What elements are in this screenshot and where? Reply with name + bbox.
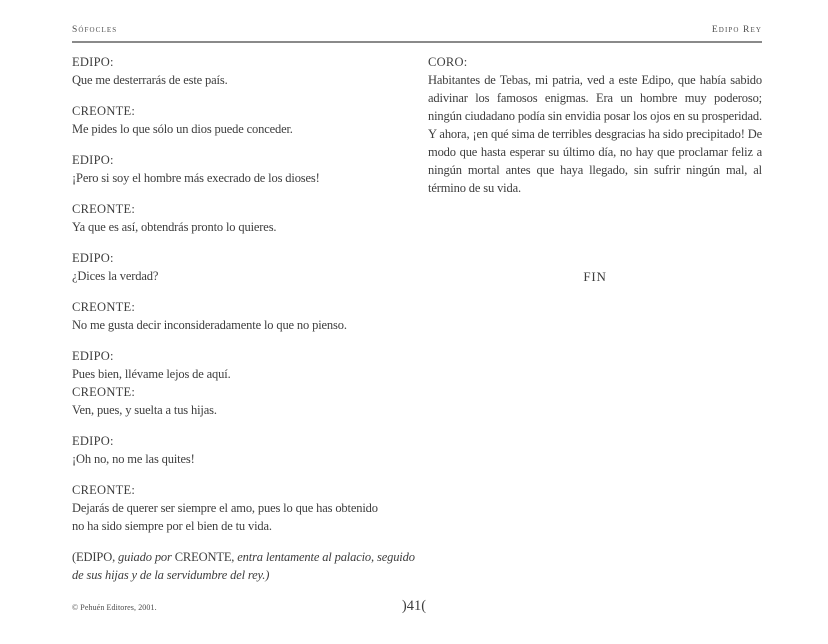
speech-line: Pues bien, llévame lejos de aquí. (72, 367, 231, 381)
speech-line: Que me desterrarás de este país. (72, 73, 228, 87)
speech-line: ¿Dices la verdad? (72, 269, 159, 283)
dialogue-column (72, 53, 420, 584)
speaker-label: CREONTE: (72, 104, 136, 118)
speaker-label: EDIPO: (72, 251, 114, 265)
speaker-label: CORO: (428, 55, 468, 69)
speaker-label: CREONTE: (72, 202, 136, 216)
stage-name: CREONTE, (174, 550, 238, 564)
stage-name: (EDIPO, (72, 550, 119, 564)
stage-direction-line: de sus hijas y de la servidumbre del rey.) (72, 568, 270, 582)
stage-direction-line (72, 548, 420, 566)
speaker-label: EDIPO: (72, 434, 114, 448)
stage-action: entra lentamente al palacio, seguido (237, 550, 415, 564)
speech-block (72, 298, 420, 334)
speaker-label: CREONTE: (72, 385, 136, 399)
coro-column (428, 53, 762, 197)
speech-line: Me pides lo que sólo un dios puede conceder. (72, 122, 293, 136)
header-rule (72, 41, 762, 43)
speech-line: no ha sido siempre por el bien de tu vida. (72, 519, 272, 533)
speech-block (72, 249, 420, 285)
speaker-label: CREONTE: (72, 483, 136, 497)
copyright-notice: © Pehuén Editores, 2001. (72, 603, 157, 612)
speech-block (72, 53, 420, 89)
speech-line: No me gusta decir inconsideradamente lo que no pienso. (72, 318, 347, 332)
coro-paragraph: Habitantes de Tebas, mi patria, ved a este Edipo, que había sabido adivinar los famosos enigmas. Era un hombre muy poderoso; ningún ciudadano podía sin envidia posar los ojos en su prosperidad. Y ahora, ¡en qué sima de terribles desgracias ha sido precipitado! De modo que hasta esperar su último día, no hay que proclamar feliz a ningún mortal antes que haya llegado, sin sufrir ningún mal, al término de su vida. (428, 73, 762, 195)
fin-mark: FIN (583, 269, 607, 284)
speech-line: Ven, pues, y suelta a tus hijas. (72, 403, 217, 417)
speech-block (72, 481, 420, 535)
speech-line: ¡Pero si soy el hombre más execrado de los dioses! (72, 171, 320, 185)
speech-block (72, 383, 420, 419)
running-head-author: Sófocles (72, 25, 118, 35)
stage-action: guiado por (118, 550, 175, 564)
speaker-label: EDIPO: (72, 55, 114, 69)
running-head (72, 25, 762, 35)
speaker-label: EDIPO: (72, 349, 114, 363)
page-number: )41( (401, 598, 427, 614)
speech-line: ¡Oh no, no me las quites! (72, 452, 195, 466)
speech-block (72, 151, 420, 187)
speaker-label: EDIPO: (72, 153, 114, 167)
speech-line: Ya que es así, obtendrás pronto lo quieres. (72, 220, 277, 234)
speech-block (72, 102, 420, 138)
speech-line: Dejarás de querer ser siempre el amo, pues lo que has obtenido (72, 501, 378, 515)
stage-direction (72, 548, 420, 584)
speech-block (72, 347, 420, 383)
speaker-label: CREONTE: (72, 300, 136, 314)
speech-block (72, 432, 420, 468)
speech-block (72, 200, 420, 236)
running-head-title: Edipo Rey (711, 25, 762, 35)
